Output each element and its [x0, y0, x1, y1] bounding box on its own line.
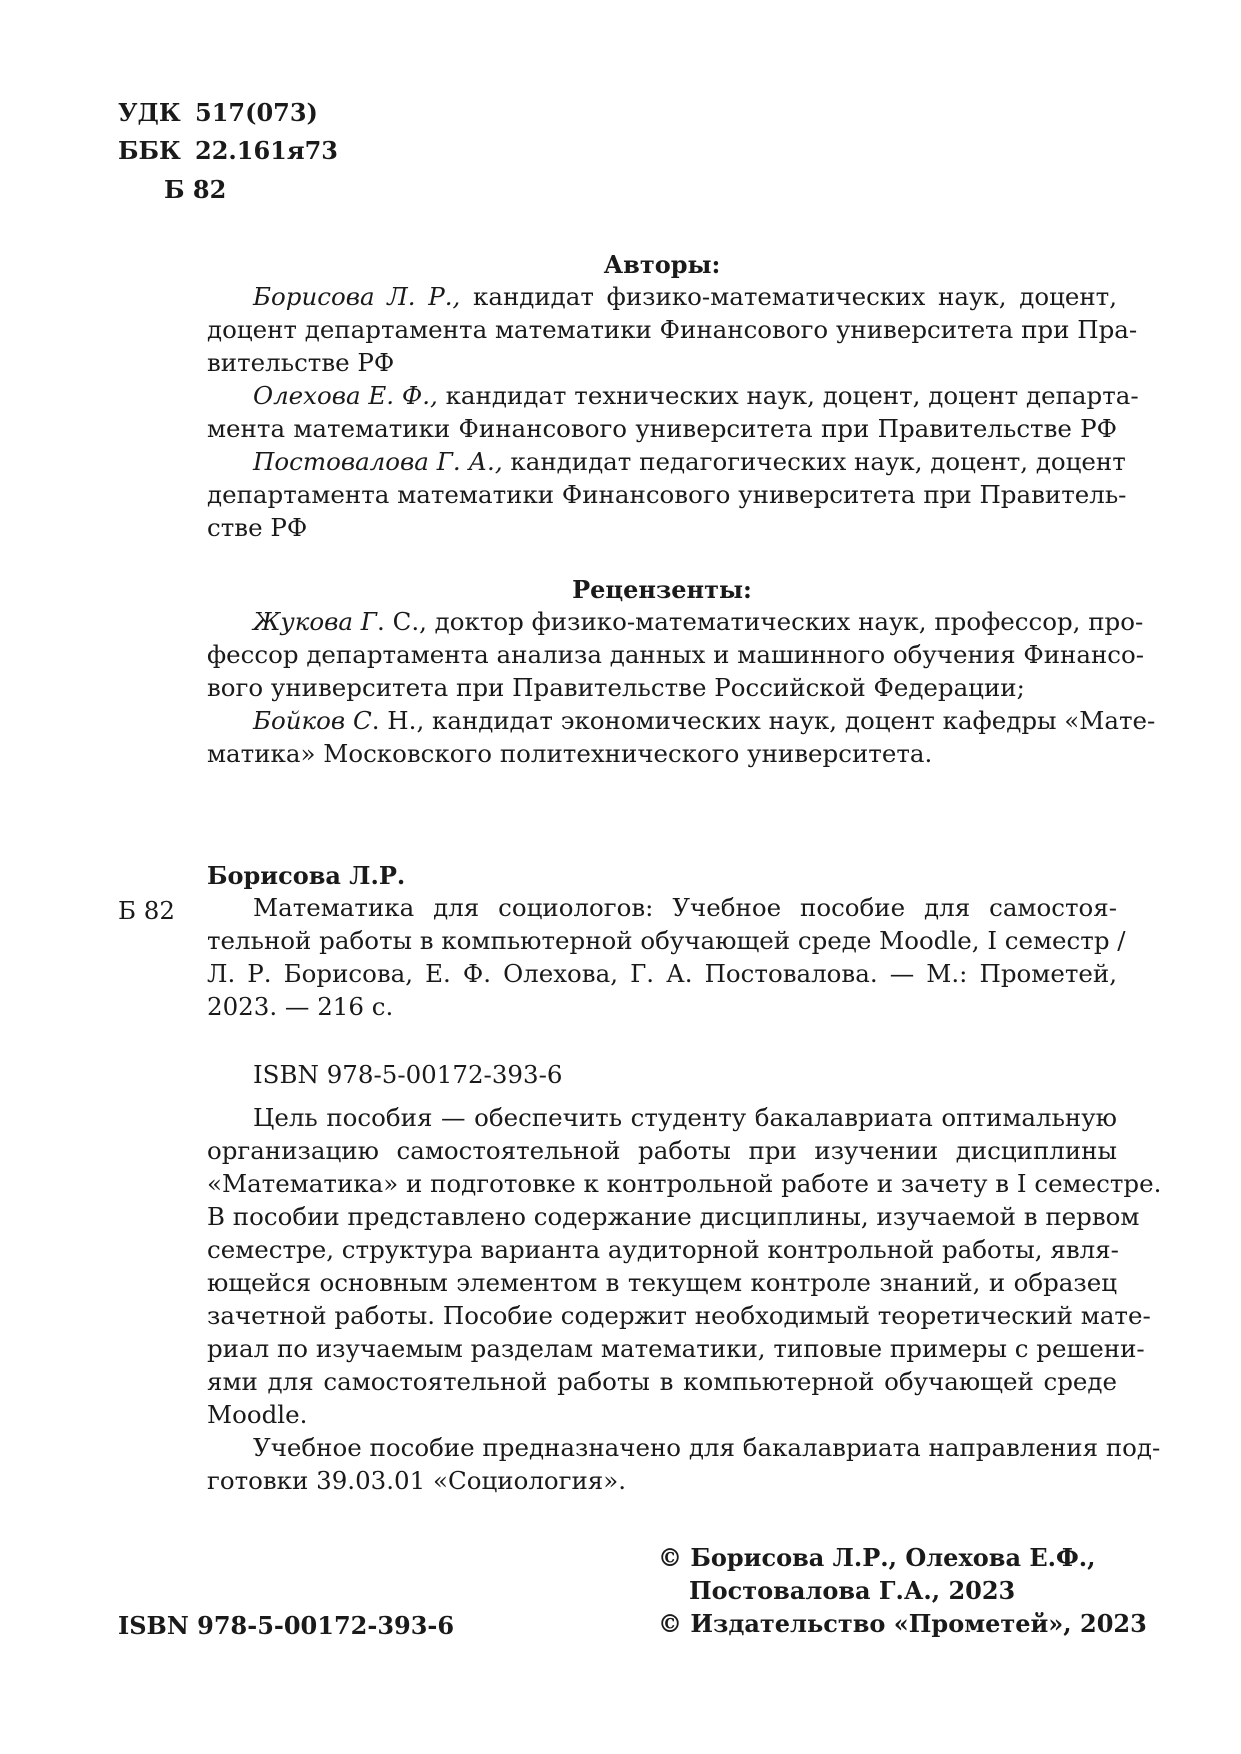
author-mark: Б 82 [164, 175, 227, 204]
author-name: Олехова Е. Ф., [253, 381, 438, 410]
author-name: Борисова Л. Р., [253, 282, 461, 311]
authors-list: Борисова Л. Р., кандидат физико-математических наук, доцент, доцент департамента математики Финансового университета при Пра- вительстве РФ Олехова Е. Ф., кандидат технических наук, доцент, доцент департа- мента математики Финансового университета при Правительстве РФ Постовалова Г. А., кандидат педагогических наук, доцент, доцент департамента математики Финансового университета при Правитель- стве РФ [207, 282, 1139, 542]
author-entry-line: Постовалова Г. А., кандидат педагогических наук, доцент, доцент [253, 447, 1126, 476]
author-entry-line: Борисова Л. Р., кандидат физико-математических наук, доцент, [253, 282, 1117, 311]
copyright-authors-cont: Постовалова Г.А., 2023 [689, 1576, 1016, 1605]
book-author: Борисова Л.Р. [207, 861, 406, 890]
udk-line [118, 98, 318, 127]
reviewers-list: Жукова Г. С., доктор физико-математических наук, профессор, про- фессор департамента анализа данных и машинного обучения Финансо- вого университета при Правительстве Российской Федерации; Бойков С. Н., кандидат экономических наук, доцент кафедры «Мате- матика» Московского политехнического университета. [207, 607, 1156, 768]
authors-heading: Авторы: [603, 250, 721, 279]
book-abstract: Цель пособия — обеспечить студенту бакалавриата оптимальную организацию самостоятельной работы при изучении дисциплины «Математика» и подготовке к контрольной работе и зачету в I семестре. В пособии представлено содержание дисциплины, изучаемой в первом семестре, структура варианта аудиторной контрольной работы, явля- ющейся основным элементом в текущем контроле знаний, и образец зачетной работы. Пособие содержит необходимый теоретический мате- риал по изучаемым разделам математики, типовые примеры с решени- ями для самостоятельной работы в компьютерной обучающей среде Moodle. Учебное пособие предназначено для бакалавриата направления под- готовки 39.03.01 «Социология». [207, 1103, 1162, 1495]
reviewer-entry-line: Бойков С. Н., кандидат экономических наук, доцент кафедры «Мате- [253, 706, 1156, 735]
book-title: Математика для социологов: Учебное пособие для самостоя- тельной работы в компьютерной обучающей среде Moodle, I семестр / Л. Р. Борисова, Е. Ф. Олехова, Г. А. Постовалова. — М.: Прометей, 2023. — 216 с. [207, 893, 1126, 1021]
reviewer-name: Бойков С [253, 706, 372, 735]
author-name: Постовалова Г. А., [253, 447, 503, 476]
author-entry-line: Олехова Е. Ф., кандидат технических наук, доцент, доцент департа- [253, 381, 1139, 410]
copyright-publisher: © Издательство «Прометей», 2023 [658, 1609, 1147, 1638]
udk-label: УДК [118, 98, 181, 127]
book-isbn: ISBN 978-5-00172-393-6 [253, 1060, 563, 1089]
book-mark: Б 82 [118, 896, 175, 925]
udk-value: 517(073) [195, 98, 318, 127]
reviewer-entry-line: Жукова Г. С., доктор физико-математических наук, профессор, про- [253, 607, 1144, 636]
reviewer-name: Жукова Г [253, 607, 377, 636]
bbk-label: ББК [118, 136, 181, 165]
reviewers-heading: Рецензенты: [572, 575, 752, 604]
isbn-footer: ISBN 978-5-00172-393-6 [118, 1611, 455, 1640]
bbk-line [118, 136, 338, 165]
bbk-value: 22.161я73 [195, 136, 338, 165]
copyright-authors: © Борисова Л.Р., Олехова Е.Ф., [658, 1543, 1096, 1572]
